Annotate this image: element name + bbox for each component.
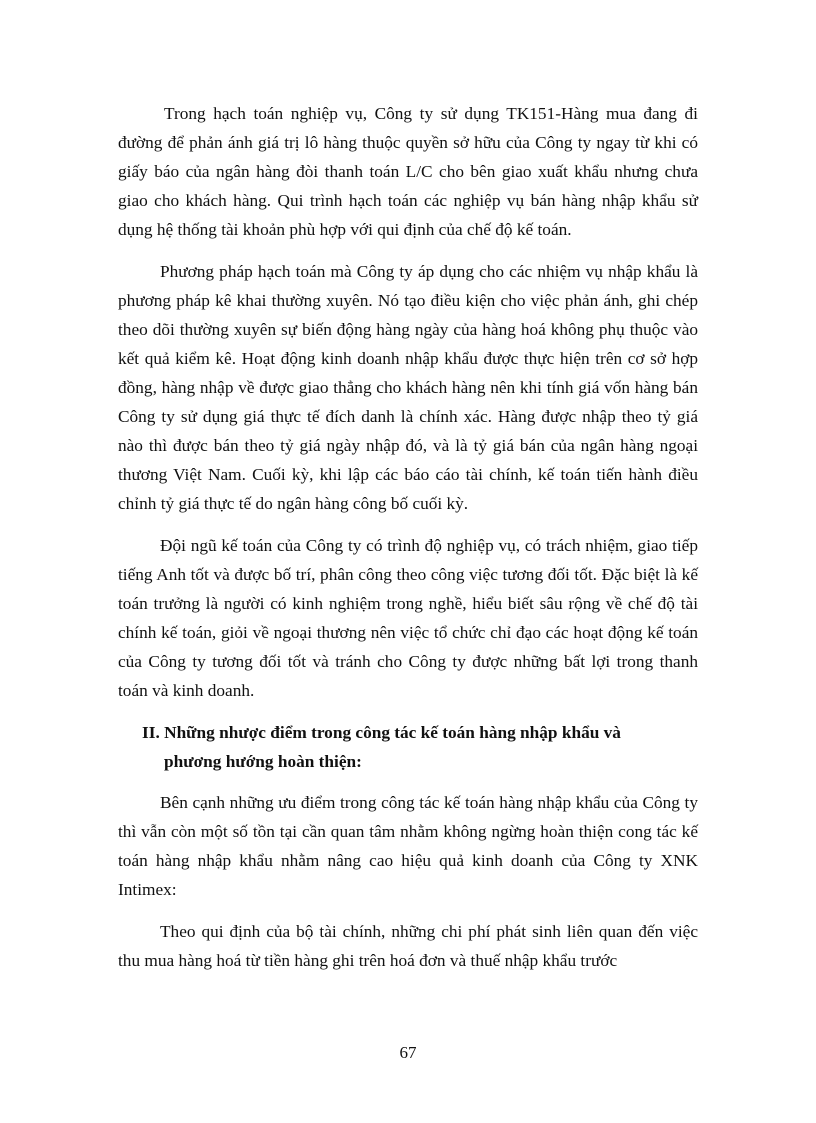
paragraph-accounting-team: Đội ngũ kế toán của Công ty có trình độ nghiệp vụ, có trách nhiệm, giao tiếp tiếng Anh tốt và được bố trí, phân công theo công việc tương đối tốt. Đặc biệt là kế toán trưởng là người có kinh nghiệm trong nghề, hiểu biết sâu rộng về chế độ tài chính kế toán, giỏi về ngoại thương nên việc tổ chức chỉ đạo các hoạt động kế toán của Công ty tương đối tốt và tránh cho Công ty được những bất lợi trong thanh toán và kinh doanh. xyxy=(118,536,698,700)
paragraph-tk151: Trong hạch toán nghiệp vụ, Công ty sử dụng TK151-Hàng mua đang đi đường để phản ánh giá trị lô hàng thuộc quyền sở hữu của Công ty ngay từ khi có giấy báo của ngân hàng đòi thanh toán L/C cho bên giao xuất khẩu nhưng chưa giao cho khách hàng. Qui trình hạch toán các nghiệp vụ bán hàng nhập khẩu sử dụng hệ thống tài khoản phù hợp với qui định của chế độ kế toán. xyxy=(118,104,698,239)
section-heading xyxy=(118,718,698,776)
section-heading-line-1: II. Những nhược điểm trong công tác kế toán hàng nhập khẩu và xyxy=(142,723,621,742)
paragraph-shortcomings: Bên cạnh những ưu điểm trong công tác kế toán hàng nhập khẩu của Công ty thì vẫn còn một số tồn tại cần quan tâm nhằm không ngừng hoàn thiện cong tác kế toán hàng nhập khẩu nhằm nâng cao hiệu quả kinh doanh của Công ty XNK Intimex: xyxy=(118,793,698,899)
paragraph-accounting-method: Phương pháp hạch toán mà Công ty áp dụng cho các nhiệm vụ nhập khẩu là phương pháp kê khai thường xuyên. Nó tạo điều kiện cho việc phản ánh, ghi chép theo dõi thường xuyên sự biến động hàng ngày của hàng hoá không phụ thuộc vào kết quả kiểm kê. Hoạt động kinh doanh nhập khẩu được thực hiện trên cơ sở hợp đồng, hàng nhập về được giao thẳng cho khách hàng nên khi tính giá vốn hàng bán Công ty sử dụng giá thực tế đích danh là chính xác. Hàng được nhập theo tỷ giá nào thì được bán theo tỷ giá ngày nhập đó, và là tỷ giá bán của ngân hàng ngoại thương Việt Nam. Cuối kỳ, khi lập các báo cáo tài chính, kế toán tiến hành điều chỉnh tỷ giá thực tế do ngân hàng công bố cuối kỳ. xyxy=(118,262,698,513)
page-number: 67 xyxy=(399,1043,417,1062)
paragraph-regulation: Theo qui định của bộ tài chính, những chi phí phát sinh liên quan đến việc thu mua hàng hoá từ tiền hàng ghi trên hoá đơn và thuế nhập khẩu trước xyxy=(118,922,698,970)
document-page xyxy=(118,99,698,988)
section-heading-line-2: phương hướng hoàn thiện: xyxy=(164,752,362,771)
